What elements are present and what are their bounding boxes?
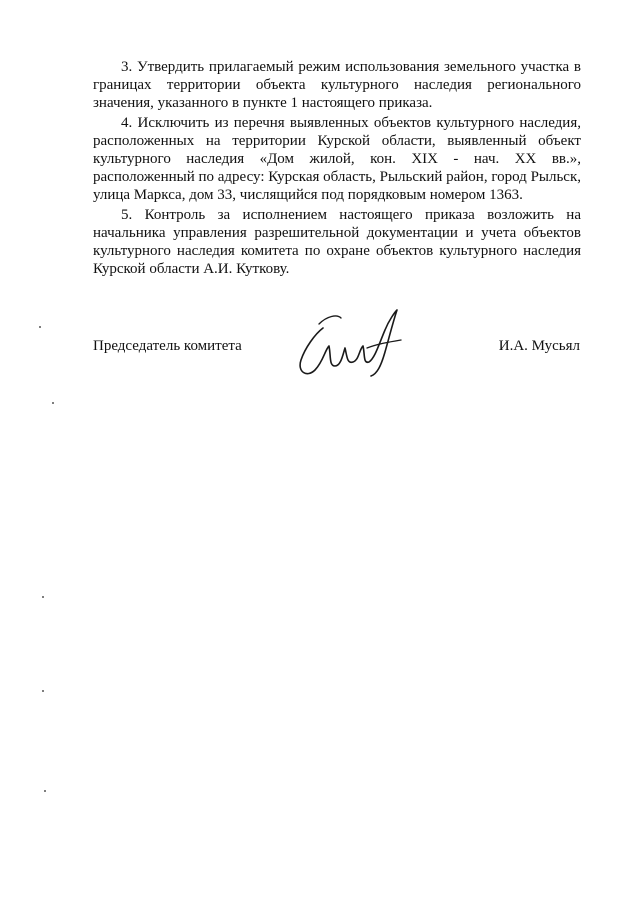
signatory-title: Председатель комитета xyxy=(93,338,242,354)
signatory-name: И.А. Мусьял xyxy=(498,338,580,354)
paragraph-4: 4. Исключить из перечня выявленных объектов культурного наследия, расположенных на территории Курской области, выявленный объект культурного наследия «Дом жилой, кон. XIX - нач. XX вв.», расположенный по адресу: Курская область, Рыльский район, город Рыльск, улица Маркса, дом 33, числящийся под порядковым номером 1363. xyxy=(93,114,582,204)
scan-speck xyxy=(44,790,46,792)
handwritten-signature xyxy=(285,304,405,384)
scan-speck xyxy=(52,402,54,404)
scan-speck xyxy=(42,690,44,692)
scan-speck xyxy=(42,596,44,598)
document-body xyxy=(93,58,581,279)
paragraph-5: 5. Контроль за исполнением настоящего приказа возложить на начальника управления разрешительной документации и учета объектов культурного наследия комитета по охране объектов культурного наследия Курской области А.И. Куткову. xyxy=(93,206,581,278)
signature-block xyxy=(93,300,588,390)
paragraph-3: 3. Утвердить прилагаемый режим использования земельного участка в границах территории объекта культурного наследия регионального значения, указанного в пункте 1 настоящего приказа. xyxy=(93,59,581,112)
scan-speck xyxy=(39,326,41,328)
